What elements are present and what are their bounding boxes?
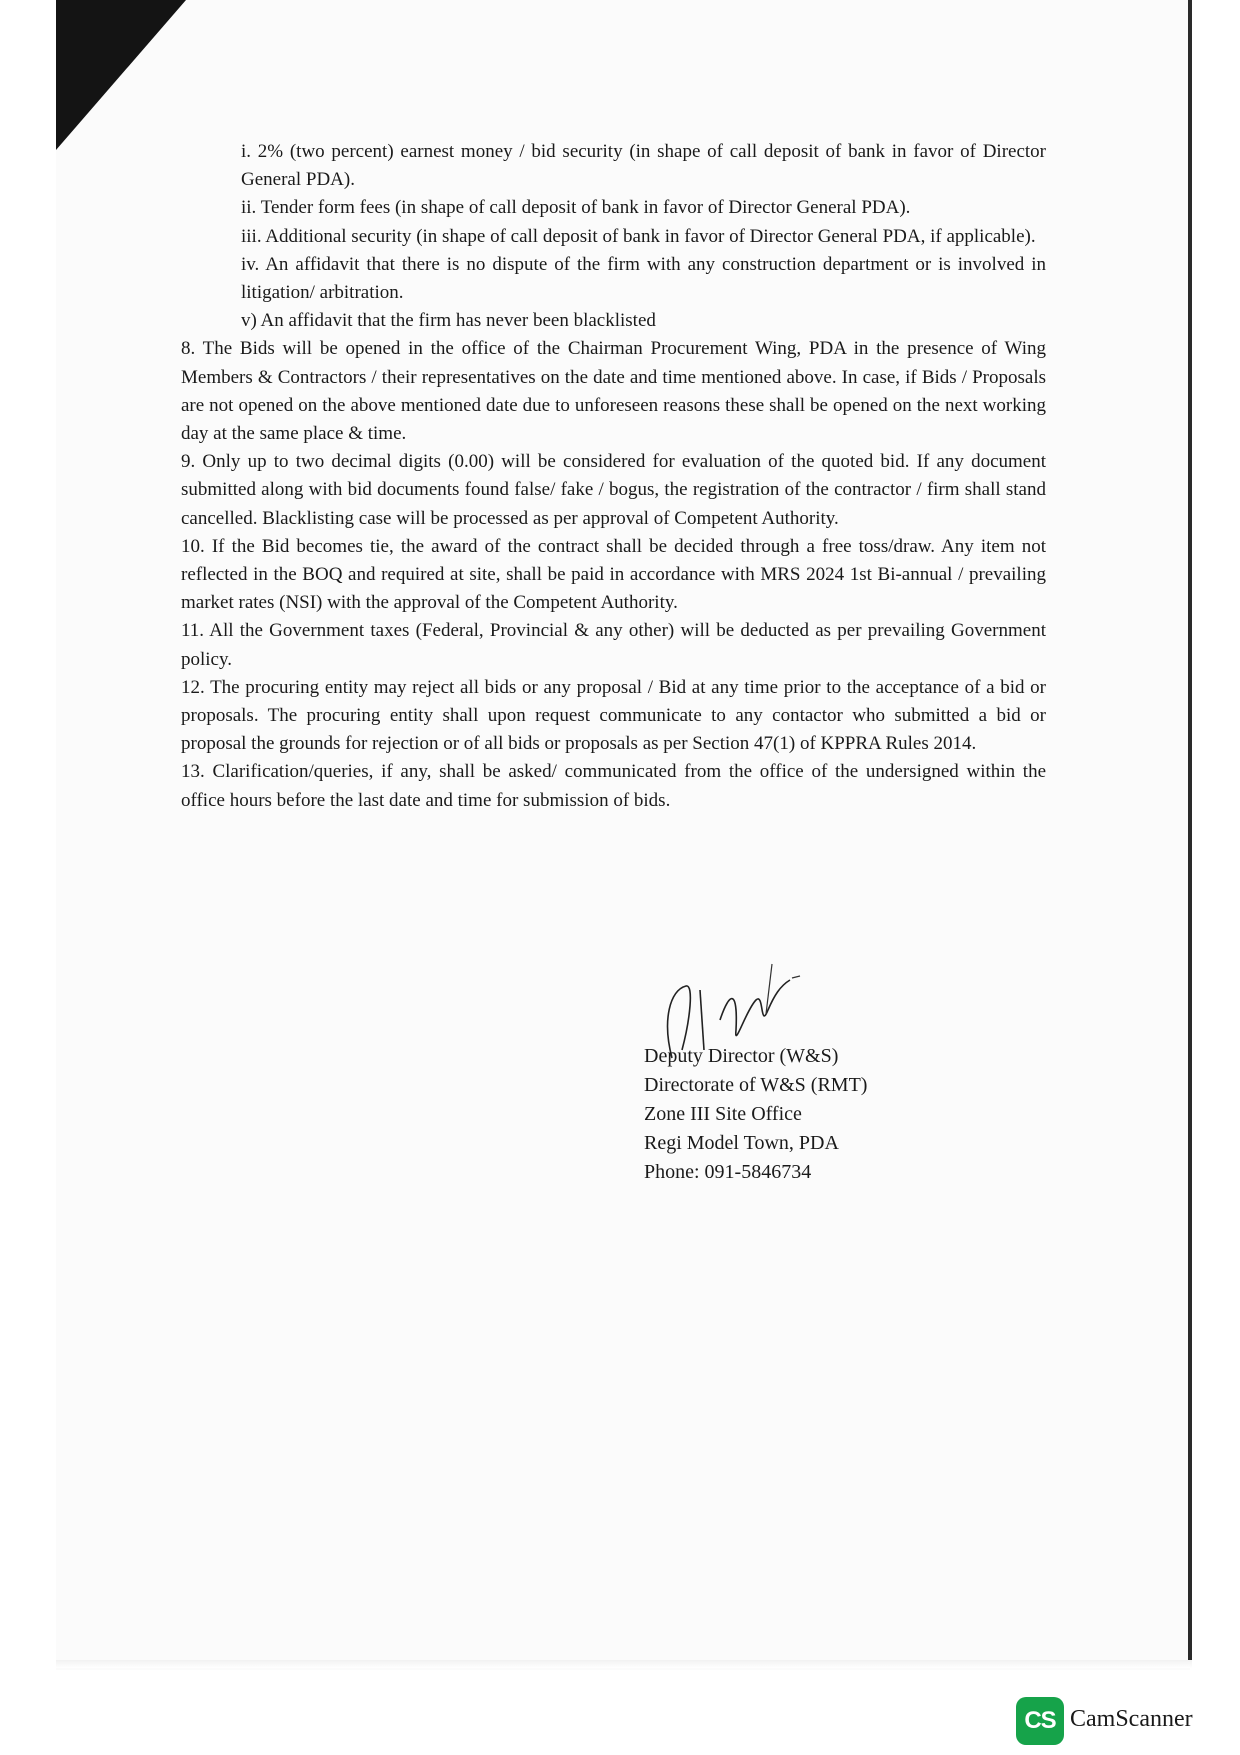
clause-13: 13. Clarification/queries, if any, shall be asked/ communicated from the office of the undersigned within the office hours before the last date and time for submission of bids. [181, 761, 1046, 811]
sub-item-iii: iii. Additional security (in shape of call deposit of bank in favor of Director General PDA, if applicable). [241, 225, 1036, 247]
signatory-location: Regi Model Town, PDA [644, 1132, 839, 1154]
page-bottom-edge [56, 1660, 1192, 1668]
clause-8: 8. The Bids will be opened in the office of the Chairman Procurement Wing, PDA in the presence of Wing Members & Contractors / their representatives on the date and time mentioned above. In case, if Bids / Proposals are not opened on the above mentioned date due to unforeseen reasons these shall be opened on the next working day at the same place & time. [181, 338, 1046, 445]
sub-item-iv: iv. An affidavit that there is no dispute of the firm with any construction department or is involved in litigation/ arbitration. [241, 253, 1046, 304]
sub-item-i: i. 2% (two percent) earnest money / bid security (in shape of call deposit of bank in favor of Director General PDA). [241, 141, 1046, 191]
signatory-directorate: Directorate of W&S (RMT) [644, 1074, 868, 1096]
signatory-phone: Phone: 091-5846734 [644, 1161, 812, 1183]
camscanner-logo-icon: CS [1016, 1697, 1064, 1745]
clause-10: 10. If the Bid becomes tie, the award of the contract shall be decided through a free toss/draw. Any item not reflected in the BOQ and required at site, shall be paid in accordance with MRS 2024 1st Bi-annual / prevailing market rates (NSI) with the approval of the Competent Authority. [181, 535, 1046, 614]
sub-item-v: v) An affidavit that the firm has never been blacklisted [241, 310, 656, 332]
document-body [181, 138, 1046, 815]
clause-9: 9. Only up to two decimal digits (0.00) will be considered for evaluation of the quoted bid. If any document submitted along with bid documents found false/ fake / bogus, the registration of the contractor / firm shall stand cancelled. Blacklisting case will be processed as per approval of Competent Authority. [181, 451, 1046, 529]
page-right-edge [1188, 0, 1192, 1660]
folded-corner-shadow [56, 0, 186, 150]
requirements-sub-list [241, 138, 1046, 335]
clause-12: 12. The procuring entity may reject all bids or any proposal / Bid at any time prior to the acceptance of a bid or proposals. The procuring entity shall upon request communicate to any contactor who submitted a bid or proposal the grounds for rejection or of all bids or proposals as per Section 47(1) of KPPRA Rules 2014. [181, 676, 1046, 755]
signatory-block [644, 1042, 867, 1187]
sub-item-ii: ii. Tender form fees (in shape of call deposit of bank in favor of Director General PDA). [241, 197, 911, 219]
clause-11: 11. All the Government taxes (Federal, Provincial & any other) will be deducted as per prevailing Government policy. [181, 620, 1046, 670]
camscanner-watermark-text: CamScanner [1070, 1706, 1193, 1732]
signatory-office: Zone III Site Office [644, 1103, 802, 1125]
signatory-title: Deputy Director (W&S) [644, 1045, 839, 1067]
